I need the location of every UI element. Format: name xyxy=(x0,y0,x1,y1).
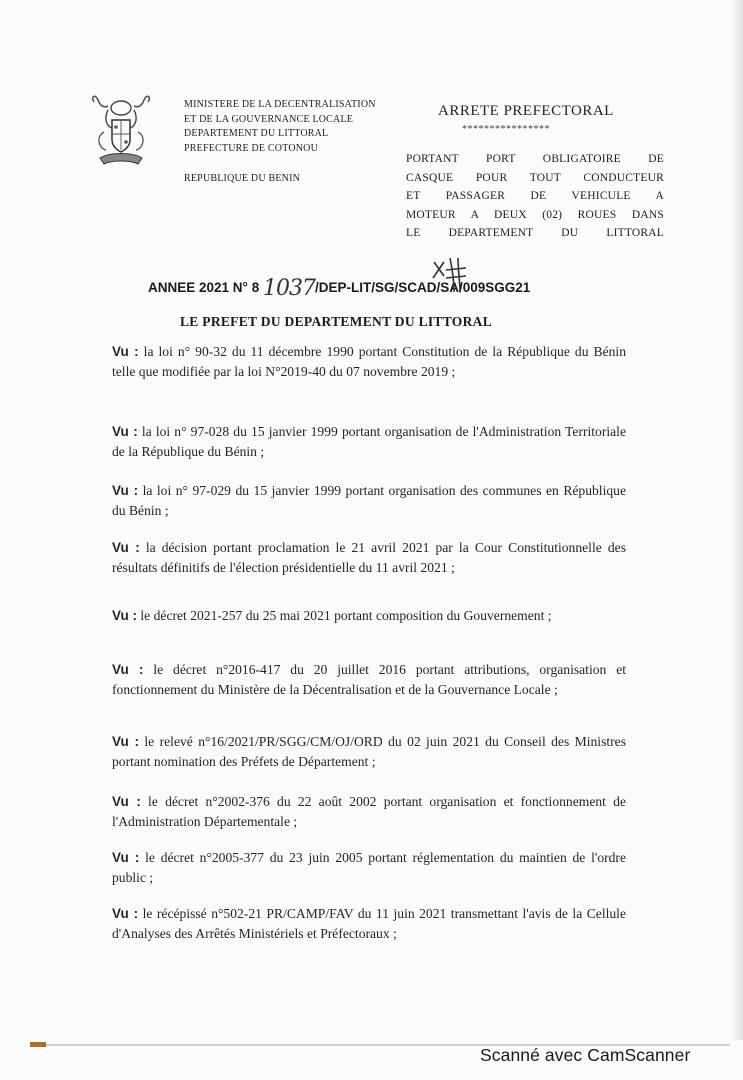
vu-label: Vu : xyxy=(112,734,139,749)
consideration-item xyxy=(112,606,626,626)
document-subject xyxy=(406,150,664,243)
subject-line: PORTANT PORT OBLIGATOIRE DE xyxy=(406,153,664,165)
ministry-line: ET DE LA GOUVERNANCE LOCALE xyxy=(184,113,354,125)
consideration-text: le décret n°2002-376 du 22 août 2002 portant organisation et fonctionnement de l'Administration Départementale ; xyxy=(112,794,626,829)
title-separator-stars: **************** xyxy=(462,124,550,135)
vu-label: Vu : xyxy=(112,608,137,623)
consideration-item xyxy=(112,792,626,832)
vu-label: Vu : xyxy=(112,794,141,809)
ministry-line: MINISTERE DE LA DECENTRALISATION xyxy=(184,99,376,110)
ministry-line: DEPARTEMENT DU LITTORAL xyxy=(184,128,329,139)
consideration-text: le décret n°2016-417 du 20 juillet 2016 portant attributions, organisation et fonctionnement du Ministère de la Décentralisation et de la Gouvernance Locale ; xyxy=(112,662,627,697)
document-title: ARRETE PREFECTORAL xyxy=(438,103,614,119)
ministry-line: PREFECTURE DE COTONOU xyxy=(184,142,319,154)
consideration-item xyxy=(112,732,626,772)
consideration-text: la loi n° 97-028 du 15 janvier 1999 portant organisation de l'Administration Territoriale de la République du Bénin ; xyxy=(112,424,626,459)
scan-edge-mark xyxy=(30,1042,46,1047)
coat-of-arms-emblem xyxy=(86,92,156,172)
consideration-item xyxy=(112,342,626,382)
consideration-text: le décret 2021-257 du 25 mai 2021 portant composition du Gouvernement ; xyxy=(140,608,552,623)
consideration-text: le décret n°2005-377 du 23 juin 2005 portant réglementation du maintien de l'ordre public ; xyxy=(112,850,626,885)
vu-label: Vu : xyxy=(112,344,139,359)
camscanner-watermark: Scanné avec CamScanner xyxy=(480,1045,691,1065)
page-edge-shadow xyxy=(731,0,743,1040)
ministry-header xyxy=(184,98,414,187)
vu-label: Vu : xyxy=(112,483,139,498)
vu-label: Vu : xyxy=(112,424,138,439)
consideration-item xyxy=(112,904,626,944)
consideration-text: la décision portant proclamation le 21 avril 2021 par la Cour Constitutionnelle des résultats définitifs de l'élection présidentielle du 11 avril 2021 ; xyxy=(112,540,626,575)
consideration-item xyxy=(112,422,626,462)
reference-suffix: /DEP-LIT/SG/SCAD/SA/009SGG21 xyxy=(314,280,531,295)
republic-label: REPUBLIQUE DU BENIN xyxy=(184,173,301,184)
vu-label: Vu : xyxy=(112,906,139,921)
consideration-text: la loi n° 90-32 du 11 décembre 1990 portant Constitution de la République du Bénin telle que modifiée par la loi N°2019-40 du 07 novembre 2019 ; xyxy=(112,344,626,379)
consideration-item xyxy=(112,848,626,888)
consideration-item xyxy=(112,481,626,521)
vu-label: Vu : xyxy=(112,662,144,677)
vu-label: Vu : xyxy=(112,540,140,555)
handwritten-number: 1037 xyxy=(262,276,315,301)
handwritten-annotation-mark xyxy=(424,254,474,296)
subject-line: LE DEPARTEMENT DU LITTORAL xyxy=(406,227,664,239)
consideration-text: la loi n° 97-029 du 15 janvier 1999 portant organisation des communes en République du Bénin ; xyxy=(112,483,626,518)
consideration-item xyxy=(112,660,626,700)
issuing-authority: LE PREFET DU DEPARTEMENT DU LITTORAL xyxy=(180,314,493,329)
subject-line: ET PASSAGER DE VEHICULE A xyxy=(406,190,664,202)
reference-prefix: ANNEE 2021 N° 8 xyxy=(148,280,260,295)
consideration-text: le récépissé n°502-21 PR/CAMP/FAV du 11 juin 2021 transmettant l'avis de la Cellule d'Analyses des Arrêtés Ministériels et Préfectoraux ; xyxy=(112,906,626,941)
vu-label: Vu : xyxy=(112,850,140,865)
subject-line: MOTEUR A DEUX (02) ROUES DANS xyxy=(406,208,664,221)
subject-line: CASQUE POUR TOUT CONDUCTEUR xyxy=(406,171,664,184)
consideration-item xyxy=(112,538,626,578)
consideration-text: le relevé n°16/2021/PR/SGG/CM/OJ/ORD du 02 juin 2021 du Conseil des Ministres portant nomination des Préfets de Département ; xyxy=(112,734,626,769)
